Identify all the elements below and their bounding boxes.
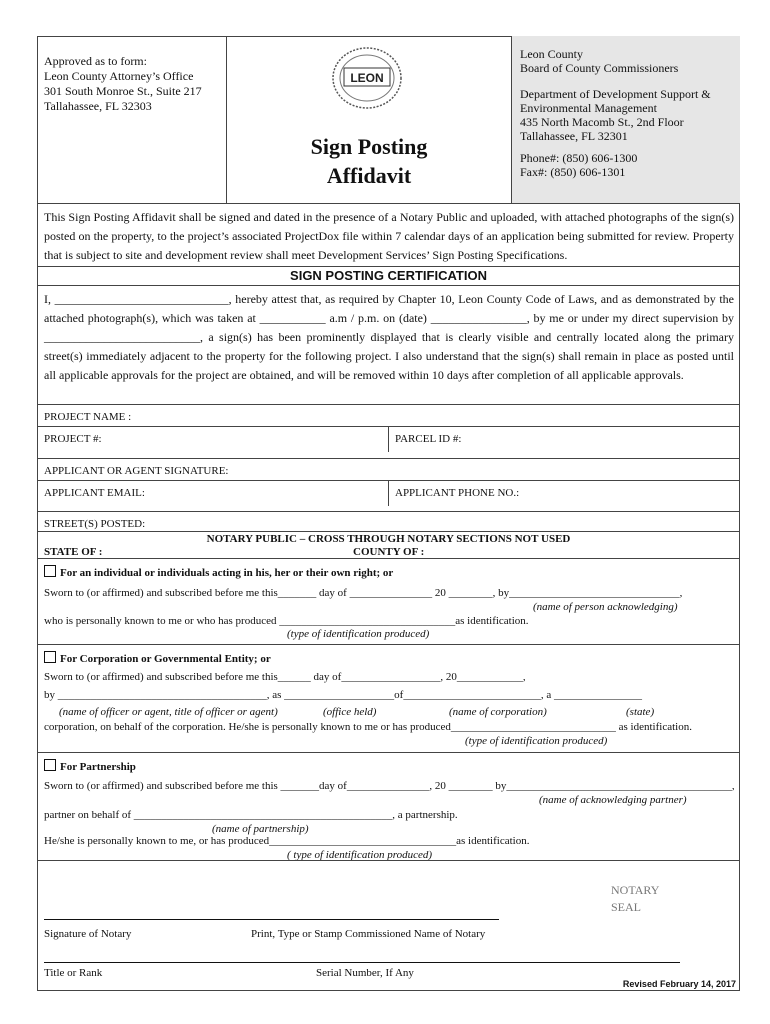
corporation-heading[interactable] bbox=[44, 651, 271, 666]
partnership-cap1: (name of acknowledging partner) bbox=[539, 794, 687, 806]
individual-section bbox=[37, 558, 740, 644]
cert-text[interactable]: I, _____________________________, hereby attest that, as required by Chapter 10, Leon County Code of Laws, and as demonstrated by the attached photograph(s), which was taken at ___________ a.m / p.m. on (date) ________________, by me or under my direct supervision by __________________________, a sign(s) has been prominently displayed that is clearly visible and centrally located along the primary street(s) immediately adjacent to the property for the following project. I also understand that the sign(s) shall remain in place as posted until all applicable approvals for the project are obtained, and will be removed within 10 days after completion of all applicable approvals. bbox=[44, 292, 734, 382]
phone-label: APPLICANT PHONE NO.: bbox=[395, 487, 520, 499]
serial-number-label: Serial Number, If Any bbox=[316, 967, 414, 979]
partnership-checkbox[interactable] bbox=[44, 759, 56, 771]
partnership-section bbox=[37, 752, 740, 860]
parcel-id-label: PARCEL ID #: bbox=[395, 433, 462, 445]
fax-line: Fax#: (850) 606-1301 bbox=[520, 165, 626, 179]
notary-signature-line[interactable] bbox=[44, 919, 499, 920]
approved-line: 301 South Monroe St., Suite 217 bbox=[44, 84, 202, 98]
corporation-cap-office: (office held) bbox=[323, 706, 377, 718]
partnership-line3[interactable]: He/she is personally known to me, or has produced__________________________________as identification. bbox=[44, 835, 530, 847]
corporation-cap-state: (state) bbox=[626, 706, 655, 718]
partnership-cap2: (name of partnership) bbox=[212, 823, 309, 835]
seal-text: LEON bbox=[350, 71, 384, 85]
corporation-line3[interactable]: corporation, on behalf of the corporation. He/she is personally known to me or has produced______________________________ as identification. bbox=[44, 721, 692, 733]
corporation-cap-corp: (name of corporation) bbox=[449, 706, 547, 718]
corporation-cap-id: (type of identification produced) bbox=[465, 735, 608, 747]
partnership-heading-text: For Partnership bbox=[60, 761, 136, 773]
corporation-line2[interactable]: by ______________________________________, as ____________________of_________________________, a ________________ bbox=[44, 689, 642, 701]
title-rank-label: Title or Rank bbox=[44, 967, 103, 979]
title-line: Sign Posting bbox=[310, 134, 428, 159]
dept-line: Environmental Management bbox=[520, 101, 657, 115]
dept-line: Tallahassee, FL 32301 bbox=[520, 129, 628, 143]
approved-line: Approved as to form: bbox=[44, 54, 147, 68]
phone-line: Phone#: (850) 606-1300 bbox=[520, 151, 638, 165]
email-label: APPLICANT EMAIL: bbox=[44, 487, 145, 499]
intro-text: This Sign Posting Affidavit shall be signed and dated in the presence of a Notary Public and uploaded, with attached photographs of the sign(s) posted on the property, to the project’s associated ProjectDox file within 7 calendar days of an application being submitted for review. Property that is subject to site and development review shall meet Development Services’ Sign Posting Specifications. bbox=[44, 210, 734, 262]
approved-block bbox=[37, 36, 227, 204]
individual-heading-text: For an individual or individuals acting in his, her or their own right; or bbox=[60, 567, 394, 579]
approved-line: Tallahassee, FL 32303 bbox=[44, 99, 152, 113]
streets-label: STREET(S) POSTED: bbox=[44, 518, 146, 530]
signature-label: APPLICANT OR AGENT SIGNATURE: bbox=[44, 465, 229, 477]
cert-title: SIGN POSTING CERTIFICATION bbox=[37, 266, 740, 286]
revised-date: Revised February 14, 2017 bbox=[622, 979, 736, 989]
partnership-heading[interactable] bbox=[44, 759, 136, 774]
project-name-label: PROJECT NAME : bbox=[44, 411, 132, 423]
approved-line: Leon County Attorney’s Office bbox=[44, 69, 194, 83]
notary-seal-area bbox=[611, 882, 659, 916]
partnership-line1[interactable]: Sworn to (or affirmed) and subscribed before me this _______day of_______________, 20 ________ by_________________________________________, bbox=[44, 780, 735, 792]
notary-print-name-label: Print, Type or Stamp Commissioned Name of Notary bbox=[251, 928, 486, 940]
individual-cap2: (type of identification produced) bbox=[287, 628, 430, 640]
county-label: COUNTY OF : bbox=[353, 546, 425, 558]
divider bbox=[388, 426, 389, 452]
county-line: Leon County bbox=[520, 47, 583, 61]
project-name-row[interactable] bbox=[37, 404, 740, 426]
dept-line: Department of Development Support & bbox=[520, 87, 711, 101]
streets-row[interactable] bbox=[37, 511, 740, 533]
individual-checkbox[interactable] bbox=[44, 565, 56, 577]
divider bbox=[388, 480, 389, 506]
corporation-checkbox[interactable] bbox=[44, 651, 56, 663]
corporation-heading-text: For Corporation or Governmental Entity; or bbox=[60, 653, 271, 665]
corporation-section bbox=[37, 644, 740, 752]
notary-heading: NOTARY PUBLIC – CROSS THROUGH NOTARY SECTIONS NOT USED bbox=[206, 533, 571, 545]
corporation-cap-officer: (name of officer or agent, title of officer or agent) bbox=[59, 706, 278, 718]
county-block bbox=[511, 36, 740, 204]
seal-line: NOTARY bbox=[611, 883, 660, 897]
page-title bbox=[227, 132, 511, 190]
notary-signature-label: Signature of Notary bbox=[44, 928, 132, 940]
partnership-cap3: ( type of identification produced) bbox=[287, 849, 432, 861]
project-number-label: PROJECT #: bbox=[44, 433, 102, 445]
individual-line2[interactable]: who is personally known to me or who has produced ________________________________as identification. bbox=[44, 615, 529, 627]
title-rank-line[interactable] bbox=[44, 962, 680, 963]
individual-line1[interactable]: Sworn to (or affirmed) and subscribed before me this_______ day of _______________ 20 ________, by_______________________________, bbox=[44, 587, 683, 599]
individual-heading[interactable] bbox=[44, 565, 393, 580]
notary-heading-row bbox=[37, 531, 740, 561]
county-line: Board of County Commissioners bbox=[520, 61, 679, 75]
corporation-line1[interactable]: Sworn to (or affirmed) and subscribed before me this______ day of__________________, 20____________, bbox=[44, 671, 526, 683]
title-line: Affidavit bbox=[326, 163, 412, 188]
state-label: STATE OF : bbox=[44, 546, 103, 558]
county-seal-logo bbox=[330, 46, 404, 110]
individual-cap1: (name of person acknowledging) bbox=[533, 601, 678, 613]
signature-row[interactable] bbox=[37, 458, 740, 480]
dept-line: 435 North Macomb St., 2nd Floor bbox=[520, 115, 684, 129]
seal-line: SEAL bbox=[611, 900, 641, 914]
partnership-line2[interactable]: partner on behalf of _______________________________________________, a partnership. bbox=[44, 809, 458, 821]
